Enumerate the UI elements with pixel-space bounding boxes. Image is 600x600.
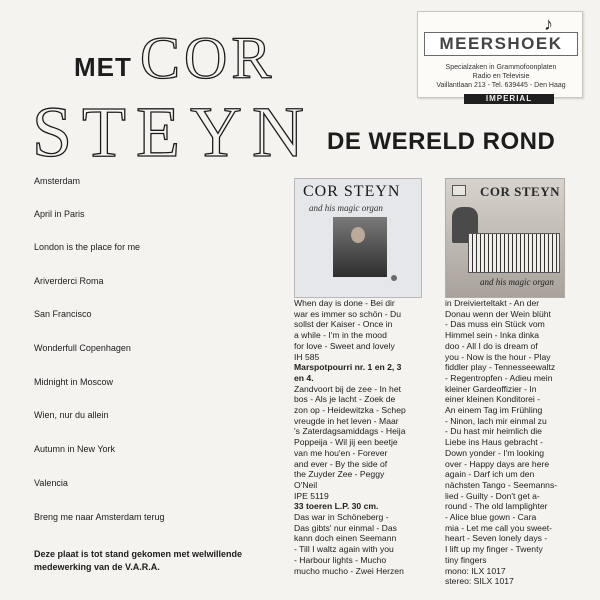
label-logo-icon	[452, 185, 466, 196]
organ-keyboard-image	[468, 233, 560, 273]
dealer-line-1: Specialzaken in Grammofoonplaten	[445, 64, 557, 71]
dealer-name: MEERSHOEK	[424, 32, 578, 56]
label-logo-icon	[391, 275, 397, 281]
title-steyn: STEYN	[32, 92, 314, 172]
track-item: Valencia	[34, 478, 68, 488]
description-column-2	[445, 298, 567, 587]
description-column-1	[294, 298, 428, 576]
track-item: Ariverderci Roma	[34, 276, 104, 286]
track-item: Breng me naar Amsterdam terug	[34, 512, 165, 522]
label-strip: IMPERIAL	[464, 94, 554, 104]
dealer-sticker	[417, 11, 583, 98]
track-item: Autumn in New York	[34, 444, 116, 454]
track-item: London is the place for me	[34, 242, 141, 252]
description-text: in Dreivierteltakt - An der Donau wenn der Wein blüht - Das muss ein Stück vom Himmel sein - Inka dinka doo - All I do is dream of you - Now is the hour - Play fiddler play - Tennesseewaltz - Regentropfen - Adieu mein kleiner Gardeoffizier - In einer kleinen Konditorei - An einem Tag im Frühling - Ninon, lach mir einmal zu - Du hast mir heimlich die Liebe ins Haus gebracht - Down yonder - I'm looking over - Happy days are here again - Darf ich um den nächsten Tango - Seemanns- lied - Guilty - Don't get a- round - The old lamplighter - Alice blue gown - Cara mia - Let me call you sweet- heart - Seven lonely days - I lift up my finger - Twenty tiny fingers mono: ILX 1017 stereo: SILX 1017	[445, 298, 558, 587]
track-item: Wien, nur du allein	[34, 410, 109, 420]
credit-text: Deze plaat is tot stand gekomen met welwillende medewerking van de V.A.R.A.	[34, 549, 243, 572]
dealer-line-3: Vaillantlaan 213 - Tel. 639445 - Den Haag	[436, 82, 566, 89]
description-text: Zandvoort bij de zee - In het bos - Als je lacht - Zoek de zon op - Heidewitzka - Schep vreugde in het leven - Maar 's Zaterdagsamiddags - Heija Poppeija - Wil jij een beetje van me hou'en - Forever and ever - By the side of the Zuyder Zee - Peggy O'Neil IPE 5119	[294, 383, 406, 501]
title-subtitle: DE WERELD ROND	[327, 128, 556, 155]
music-note-icon: ♪	[544, 14, 553, 34]
album-cover-2	[445, 178, 565, 298]
cover-title: COR STEYN	[480, 184, 560, 199]
dealer-line-2: Radio en Televisie	[472, 73, 530, 80]
album-cover-1	[294, 178, 422, 298]
track-item: Wonderfull Copenhagen	[34, 343, 131, 353]
cover-subtitle: and his magic organ	[309, 203, 383, 213]
section-heading: 33 toeren L.P. 30 cm.	[294, 501, 379, 512]
track-item: April in Paris	[34, 209, 85, 219]
description-text: Das war in Schöneberg - Das gibts' nur einmal - Das kann doch einen Seemann - Till I waltz again with you - Harbour lights - Mucho mucho mucho - Zwei Herzen	[294, 512, 404, 576]
title-met: MET	[74, 52, 132, 82]
section-heading: Marspotpourri nr. 1 en 2, 3 en 4.	[294, 362, 402, 383]
track-item: Amsterdam	[34, 176, 81, 186]
cover-title: COR STEYN	[303, 183, 401, 200]
title-cor: COR	[140, 25, 276, 91]
description-text: When day is done - Bei dir war es immer so schön - Du sollst der Kaiser - Once in a while - I'm in the mood for love - Sweet and lovely IH 585	[294, 298, 401, 362]
track-item: San Francisco	[34, 309, 92, 319]
cover-photo	[333, 217, 387, 277]
track-item: Midnight in Moscow	[34, 377, 114, 387]
cover-subtitle: and his magic organ	[480, 277, 554, 287]
